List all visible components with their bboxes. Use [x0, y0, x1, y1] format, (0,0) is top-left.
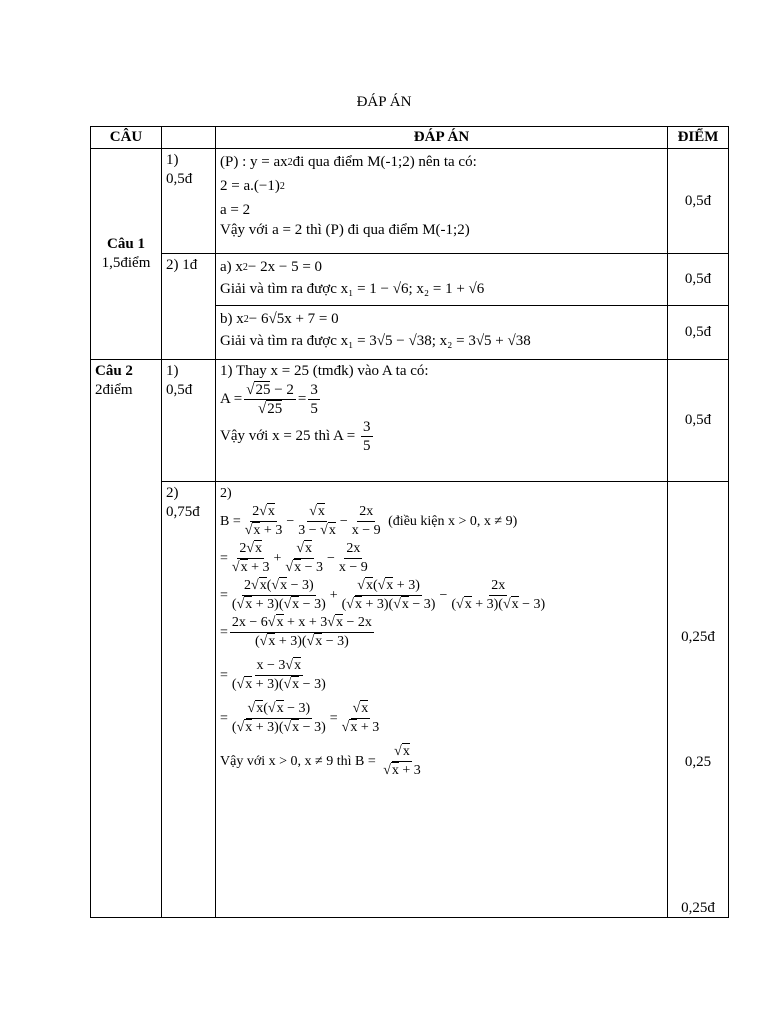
q2-part1-pts: 0,5đ	[166, 382, 193, 398]
q2-part2-answer	[216, 482, 668, 918]
q1-b-line1b: − 6√5x + 7 = 0	[248, 310, 339, 327]
q1-part2-label: 2) 1đ	[162, 254, 216, 360]
q1-a-solution: x₁ = 1 − √6; x₂ = 1 + √6	[340, 280, 485, 297]
q2-part2-pts: 0,75đ	[166, 504, 200, 520]
q2-p2-step3: = $\frac{2√x(√x - 3)}{(√x + 3)(√x - 3)}$ + $\frac{√x(√x + 3)}{(√x + 3)(√x - 3)}$ − $\frac{2x}{(√x + 3)(√x - 3)}$	[220, 578, 546, 612]
q2-part1-score: 0,5đ	[668, 360, 729, 482]
table-row	[91, 254, 729, 306]
q1-label: Câu 1	[107, 236, 145, 252]
q1-a-line1a: a) x	[220, 258, 243, 275]
q1-p1-line3: a = 2	[220, 201, 251, 218]
table-header	[91, 127, 729, 149]
q2-condition: (điều kiện x > 0, x ≠ 9)	[388, 514, 518, 529]
q2-cell	[91, 360, 162, 918]
q2-label: Câu 2	[95, 363, 133, 379]
q2-part1-answer: 1) Thay x = 25 (tmđk) vào A ta có: A = $\frac{√25 - 2}{√25}$ = $\frac{3}{5}$ Vậy với x = 25 thì A = $\frac{3}{5}$	[216, 360, 668, 482]
table-row	[91, 360, 729, 482]
q1-a-line2: Giải và tìm ra được	[220, 280, 337, 297]
q2-part1-num: 1)	[166, 363, 179, 379]
q1-p1-line1a: (P) : y = ax	[220, 153, 288, 170]
q1-points: 1,5điểm	[101, 255, 151, 271]
q1-part1-answer: (P) : y = ax 2 đi qua điểm M(-1;2) nên ta có: 2 = a.(−1) 2 a = 2 Vậy với a = 2 thì (P) đi qua điểm M(-1;2)	[216, 149, 668, 254]
q2-p2-step1: B = $\frac{2√x}{√x + 3}$ − $\frac{√x}{3 - √x}$ − $\frac{2x}{x - 9}$ (điều kiện x > 0, x ≠ 9)	[220, 504, 518, 538]
q2-part1-cell	[162, 360, 216, 482]
q2-p2-step2: = $\frac{2√x}{√x + 3}$ + $\frac{√x}{√x - 3}$ − $\frac{2x}{x - 9}$	[220, 541, 368, 575]
q1-part1-cell	[162, 149, 216, 254]
header-part	[162, 127, 216, 149]
page-title: ĐÁP ÁN	[356, 94, 412, 110]
q1-part2a-score: 0,5đ	[668, 254, 729, 306]
q2-p1-line3: Vậy với x = 25 thì A =	[220, 428, 356, 444]
q2-p2-step6: = $\frac{√x(√x - 3)}{(√x + 3)(√x - 3)}$ = $\frac{√x}{√x + 3}$	[220, 701, 380, 735]
table-row	[91, 482, 729, 918]
q1-part2b-score: 0,5đ	[668, 306, 729, 360]
q2-p2-step4: = $\frac{2x - 6√x + x + 3√x - 2x}{(√x + 3)(√x - 3)}$	[220, 615, 372, 649]
q2-score-3: 0,25đ	[681, 900, 715, 916]
q1-b-line1a: b) x	[220, 310, 244, 327]
q2-points: 2điểm	[95, 382, 133, 398]
q2-part2-num: 2)	[166, 485, 179, 501]
header-dapan: ĐÁP ÁN	[216, 127, 668, 149]
q2-part2-scores	[668, 482, 729, 918]
q1-p1-line4: Vậy với a = 2 thì (P) đi qua điểm M(-1;2)	[220, 222, 470, 238]
q2-score-1: 0,25đ	[681, 629, 715, 645]
q2-score-2: 0,25	[684, 754, 712, 770]
q2-p1-line1: 1) Thay x = 25 (tmđk) vào A ta có:	[220, 363, 429, 379]
q1-a-line1b: − 2x − 5 = 0	[247, 258, 323, 275]
q2-p2-conclusion: Vậy với x > 0, x ≠ 9 thì B = $\frac{√x}{√x + 3}$	[220, 744, 421, 778]
q1-part2b-answer: b) x 2 − 6√5x + 7 = 0 Giải và tìm ra được x₁ = 3√5 − √38; x₂ = 3√5 + √38	[216, 306, 668, 360]
q1-p1-line1b: đi qua điểm M(-1;2) nên ta có:	[292, 153, 477, 170]
q2-p2-last: Vậy với x > 0, x ≠ 9 thì B =	[220, 754, 376, 769]
q2-p2-step5: = $\frac{x - 3√x}{(√x + 3)(√x - 3)}$	[220, 658, 326, 692]
q1-part1-pts: 0,5đ	[166, 171, 193, 187]
answer-table	[90, 126, 729, 918]
q1-part1-num: 1)	[166, 152, 179, 168]
q1-b-solution: x₁ = 3√5 − √38; x₂ = 3√5 + √38	[340, 332, 531, 349]
q1-b-line2: Giải và tìm ra được	[220, 332, 337, 349]
header-diem: ĐIỂM	[668, 127, 729, 149]
q1-part2a-answer: a) x 2 − 2x − 5 = 0 Giải và tìm ra được x₁ = 1 − √6; x₂ = 1 + √6	[216, 254, 668, 306]
table-row	[91, 149, 729, 254]
q2-part2-cell	[162, 482, 216, 918]
q1-p1-line2: 2 = a.(−1)	[220, 177, 280, 194]
q2-p2-line1: 2)	[220, 486, 232, 501]
q1-part1-score: 0,5đ	[668, 149, 729, 254]
q1-cell	[91, 149, 162, 360]
q2-p1-formula: A = $\frac{√25 - 2}{√25}$ = $\frac{3}{5}$	[220, 382, 318, 417]
header-cau: CÂU	[91, 127, 162, 149]
